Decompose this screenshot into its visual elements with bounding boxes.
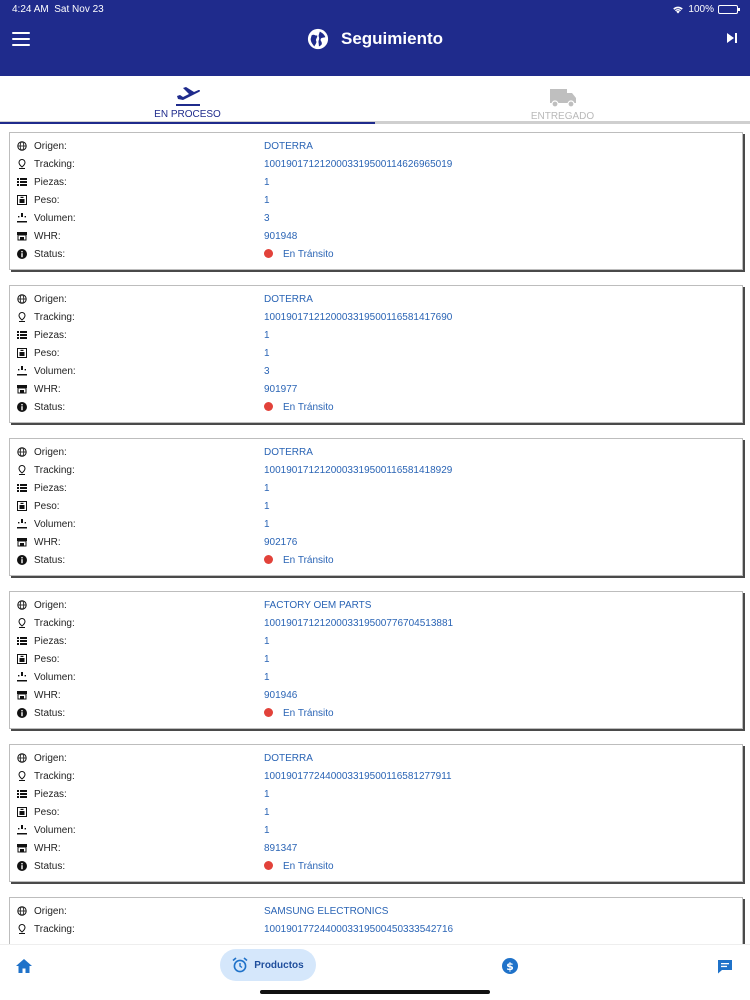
- truck-icon: [549, 87, 577, 109]
- info-icon: [17, 249, 27, 259]
- origen-label: Origen:: [34, 294, 67, 305]
- volumen-value: 3: [264, 366, 270, 377]
- volumen-label: Volumen:: [34, 366, 76, 377]
- row-status: [10, 705, 744, 723]
- row-origen: [10, 750, 744, 768]
- tracking-label: Tracking:: [34, 771, 75, 782]
- info-icon: [17, 861, 27, 871]
- row-origen: [10, 597, 744, 615]
- nav-products-button[interactable]: [220, 949, 316, 981]
- status-text: En Tránsito: [283, 402, 334, 413]
- status-text: En Tránsito: [283, 708, 334, 719]
- map-pin-icon: [17, 771, 27, 781]
- volume-icon: [17, 825, 27, 835]
- list-icon: [17, 483, 27, 493]
- whr-label: WHR:: [34, 537, 61, 548]
- volumen-value: 1: [264, 825, 270, 836]
- piezas-label: Piezas:: [34, 483, 67, 494]
- warehouse-icon: [17, 231, 27, 241]
- status-value: [264, 555, 334, 566]
- row-peso: [10, 651, 744, 669]
- status-dot: [264, 402, 273, 411]
- status-value: [264, 249, 334, 260]
- whr-value: 902176: [264, 537, 298, 548]
- row-whr: [10, 687, 744, 705]
- volume-icon: [17, 366, 27, 376]
- info-icon: [17, 555, 27, 565]
- row-piezas: [10, 633, 744, 651]
- row-origen: [10, 903, 744, 921]
- tracking-label: Tracking:: [34, 465, 75, 476]
- status-time-text: 4:24 AM: [12, 4, 49, 15]
- plane-departure-icon: [175, 85, 201, 107]
- peso-value: 1: [264, 195, 270, 206]
- globe-icon: [17, 294, 27, 304]
- svg-text:$: $: [506, 960, 514, 973]
- peso-label: Peso:: [34, 654, 60, 665]
- status-label: Status:: [34, 861, 66, 872]
- status-value: [264, 708, 334, 719]
- warehouse-icon: [17, 537, 27, 547]
- row-tracking: [10, 921, 744, 939]
- map-pin-icon: [17, 618, 27, 628]
- shipment-card[interactable]: [9, 132, 743, 270]
- origen-value: DOTERRA: [264, 447, 313, 458]
- volumen-label: Volumen:: [34, 825, 76, 836]
- globe-icon: [17, 447, 27, 457]
- status-text: En Tránsito: [283, 249, 334, 260]
- chat-icon[interactable]: [717, 959, 733, 974]
- piezas-label: Piezas:: [34, 789, 67, 800]
- origen-value: DOTERRA: [264, 294, 313, 305]
- row-status: [10, 552, 744, 570]
- origen-label: Origen:: [34, 906, 67, 917]
- row-tracking: [10, 309, 744, 327]
- shipment-list[interactable]: [0, 126, 750, 944]
- shipment-card[interactable]: [9, 744, 743, 882]
- scale-icon: [17, 654, 27, 664]
- globe-icon: [17, 753, 27, 763]
- status-dot: [264, 861, 273, 870]
- piezas-label: Piezas:: [34, 177, 67, 188]
- status-dot: [264, 708, 273, 717]
- row-whr: [10, 381, 744, 399]
- row-tracking: [10, 768, 744, 786]
- volumen-value: 1: [264, 672, 270, 683]
- origen-label: Origen:: [34, 600, 67, 611]
- row-whr: [10, 840, 744, 858]
- origen-value: DOTERRA: [264, 141, 313, 152]
- globe-icon: [17, 141, 27, 151]
- tracking-label: Tracking:: [34, 312, 75, 323]
- piezas-value: 1: [264, 636, 270, 647]
- row-tracking: [10, 462, 744, 480]
- piezas-value: 1: [264, 330, 270, 341]
- status-right: [672, 4, 738, 15]
- peso-label: Peso:: [34, 501, 60, 512]
- status-time: [12, 4, 104, 15]
- row-volumen: [10, 516, 744, 534]
- tracking-label: Tracking:: [34, 924, 75, 935]
- shipment-card[interactable]: [9, 897, 743, 944]
- warehouse-icon: [17, 690, 27, 700]
- status-value: [264, 861, 334, 872]
- shipment-card[interactable]: [9, 285, 743, 423]
- volumen-label: Volumen:: [34, 672, 76, 683]
- row-status: [10, 399, 744, 417]
- globe-icon: [17, 906, 27, 916]
- row-origen: [10, 444, 744, 462]
- peso-value: 1: [264, 348, 270, 359]
- whr-label: WHR:: [34, 231, 61, 242]
- row-piezas: [10, 786, 744, 804]
- origen-value: SAMSUNG ELECTRONICS: [264, 906, 389, 917]
- volumen-value: 3: [264, 213, 270, 224]
- scale-icon: [17, 501, 27, 511]
- tracking-label: Tracking:: [34, 618, 75, 629]
- battery-text: 100%: [688, 4, 714, 15]
- origen-label: Origen:: [34, 753, 67, 764]
- row-status: [10, 858, 744, 876]
- row-tracking: [10, 156, 744, 174]
- globe-icon: [307, 28, 329, 50]
- shipment-card[interactable]: [9, 438, 743, 576]
- info-icon: [17, 708, 27, 718]
- app-header: [0, 0, 750, 76]
- row-volumen: [10, 210, 744, 228]
- volume-icon: [17, 213, 27, 223]
- warehouse-icon: [17, 384, 27, 394]
- origen-label: Origen:: [34, 141, 67, 152]
- row-origen: [10, 291, 744, 309]
- volume-icon: [17, 519, 27, 529]
- volumen-value: 1: [264, 519, 270, 530]
- row-volumen: [10, 363, 744, 381]
- tracking-value: 1001901772440003319500450333542716: [264, 924, 454, 935]
- tracking-value: 1001901772440003319500116581277911: [264, 771, 452, 782]
- whr-label: WHR:: [34, 384, 61, 395]
- tab-entregado-label: ENTREGADO: [530, 111, 595, 122]
- piezas-value: 1: [264, 789, 270, 800]
- peso-value: 1: [264, 807, 270, 818]
- peso-label: Peso:: [34, 195, 60, 206]
- list-icon: [17, 636, 27, 646]
- tracking-value: 1001901712120003319500116581418929: [264, 465, 453, 476]
- whr-value: 901948: [264, 231, 298, 242]
- tracking-value: 1001901712120003319500116581417690: [264, 312, 453, 323]
- row-peso: [10, 498, 744, 516]
- page-title: [0, 28, 750, 50]
- peso-label: Peso:: [34, 807, 60, 818]
- tab-entregado[interactable]: [375, 76, 750, 124]
- info-icon: [17, 402, 27, 412]
- origen-label: Origen:: [34, 447, 67, 458]
- tracking-label: Tracking:: [34, 159, 75, 170]
- scale-icon: [17, 807, 27, 817]
- row-status: [10, 246, 744, 264]
- shipment-card[interactable]: [9, 591, 743, 729]
- row-peso: [10, 804, 744, 822]
- whr-value: 901977: [264, 384, 298, 395]
- row-piezas: [10, 174, 744, 192]
- status-text: En Tránsito: [283, 555, 334, 566]
- home-indicator: [260, 990, 490, 994]
- status-dot: [264, 555, 273, 564]
- dollar-circle-icon[interactable]: [502, 958, 518, 974]
- battery-icon: [718, 5, 738, 14]
- whr-label: WHR:: [34, 843, 61, 854]
- peso-value: 1: [264, 654, 270, 665]
- tab-en-proceso[interactable]: [0, 76, 375, 124]
- status-dot: [264, 249, 273, 258]
- tracking-value: 1001901712120003319500114626965019: [264, 159, 453, 170]
- piezas-label: Piezas:: [34, 330, 67, 341]
- map-pin-icon: [17, 465, 27, 475]
- list-icon: [17, 177, 27, 187]
- map-pin-icon: [17, 312, 27, 322]
- status-label: Status:: [34, 555, 66, 566]
- tracking-value: 1001901712120003319500776704513881: [264, 618, 454, 629]
- list-icon: [17, 330, 27, 340]
- status-date-text: Sat Nov 23: [54, 4, 104, 15]
- tab-bar: [0, 76, 750, 124]
- tab-en-proceso-label: EN PROCESO: [154, 109, 221, 120]
- piezas-value: 1: [264, 177, 270, 188]
- row-volumen: [10, 822, 744, 840]
- status-label: Status:: [34, 402, 66, 413]
- warehouse-icon: [17, 843, 27, 853]
- scale-icon: [17, 195, 27, 205]
- row-tracking: [10, 615, 744, 633]
- row-volumen: [10, 669, 744, 687]
- nav-products-label: Productos: [254, 959, 304, 971]
- row-whr: [10, 534, 744, 552]
- status-bar: [0, 0, 750, 20]
- whr-value: 891347: [264, 843, 298, 854]
- map-pin-icon: [17, 159, 27, 169]
- peso-value: 1: [264, 501, 270, 512]
- skip-next-icon[interactable]: [726, 32, 738, 44]
- alarm-clock-icon: [232, 957, 248, 973]
- home-icon[interactable]: [16, 959, 32, 973]
- whr-value: 901946: [264, 690, 298, 701]
- list-icon: [17, 789, 27, 799]
- status-value: [264, 402, 334, 413]
- volumen-label: Volumen:: [34, 213, 76, 224]
- piezas-value: 1: [264, 483, 270, 494]
- row-whr: [10, 228, 744, 246]
- row-peso: [10, 345, 744, 363]
- status-label: Status:: [34, 249, 66, 260]
- globe-icon: [17, 600, 27, 610]
- row-origen: [10, 138, 744, 156]
- status-label: Status:: [34, 708, 66, 719]
- page-title-text: Seguimiento: [340, 29, 443, 48]
- scale-icon: [17, 348, 27, 358]
- piezas-label: Piezas:: [34, 636, 67, 647]
- origen-value: FACTORY OEM PARTS: [264, 600, 372, 611]
- volume-icon: [17, 672, 27, 682]
- row-piezas: [10, 327, 744, 345]
- status-text: En Tránsito: [283, 861, 334, 872]
- row-piezas: [10, 480, 744, 498]
- map-pin-icon: [17, 924, 27, 934]
- volumen-label: Volumen:: [34, 519, 76, 530]
- whr-label: WHR:: [34, 690, 61, 701]
- wifi-icon: [672, 5, 684, 14]
- row-peso: [10, 192, 744, 210]
- peso-label: Peso:: [34, 348, 60, 359]
- origen-value: DOTERRA: [264, 753, 313, 764]
